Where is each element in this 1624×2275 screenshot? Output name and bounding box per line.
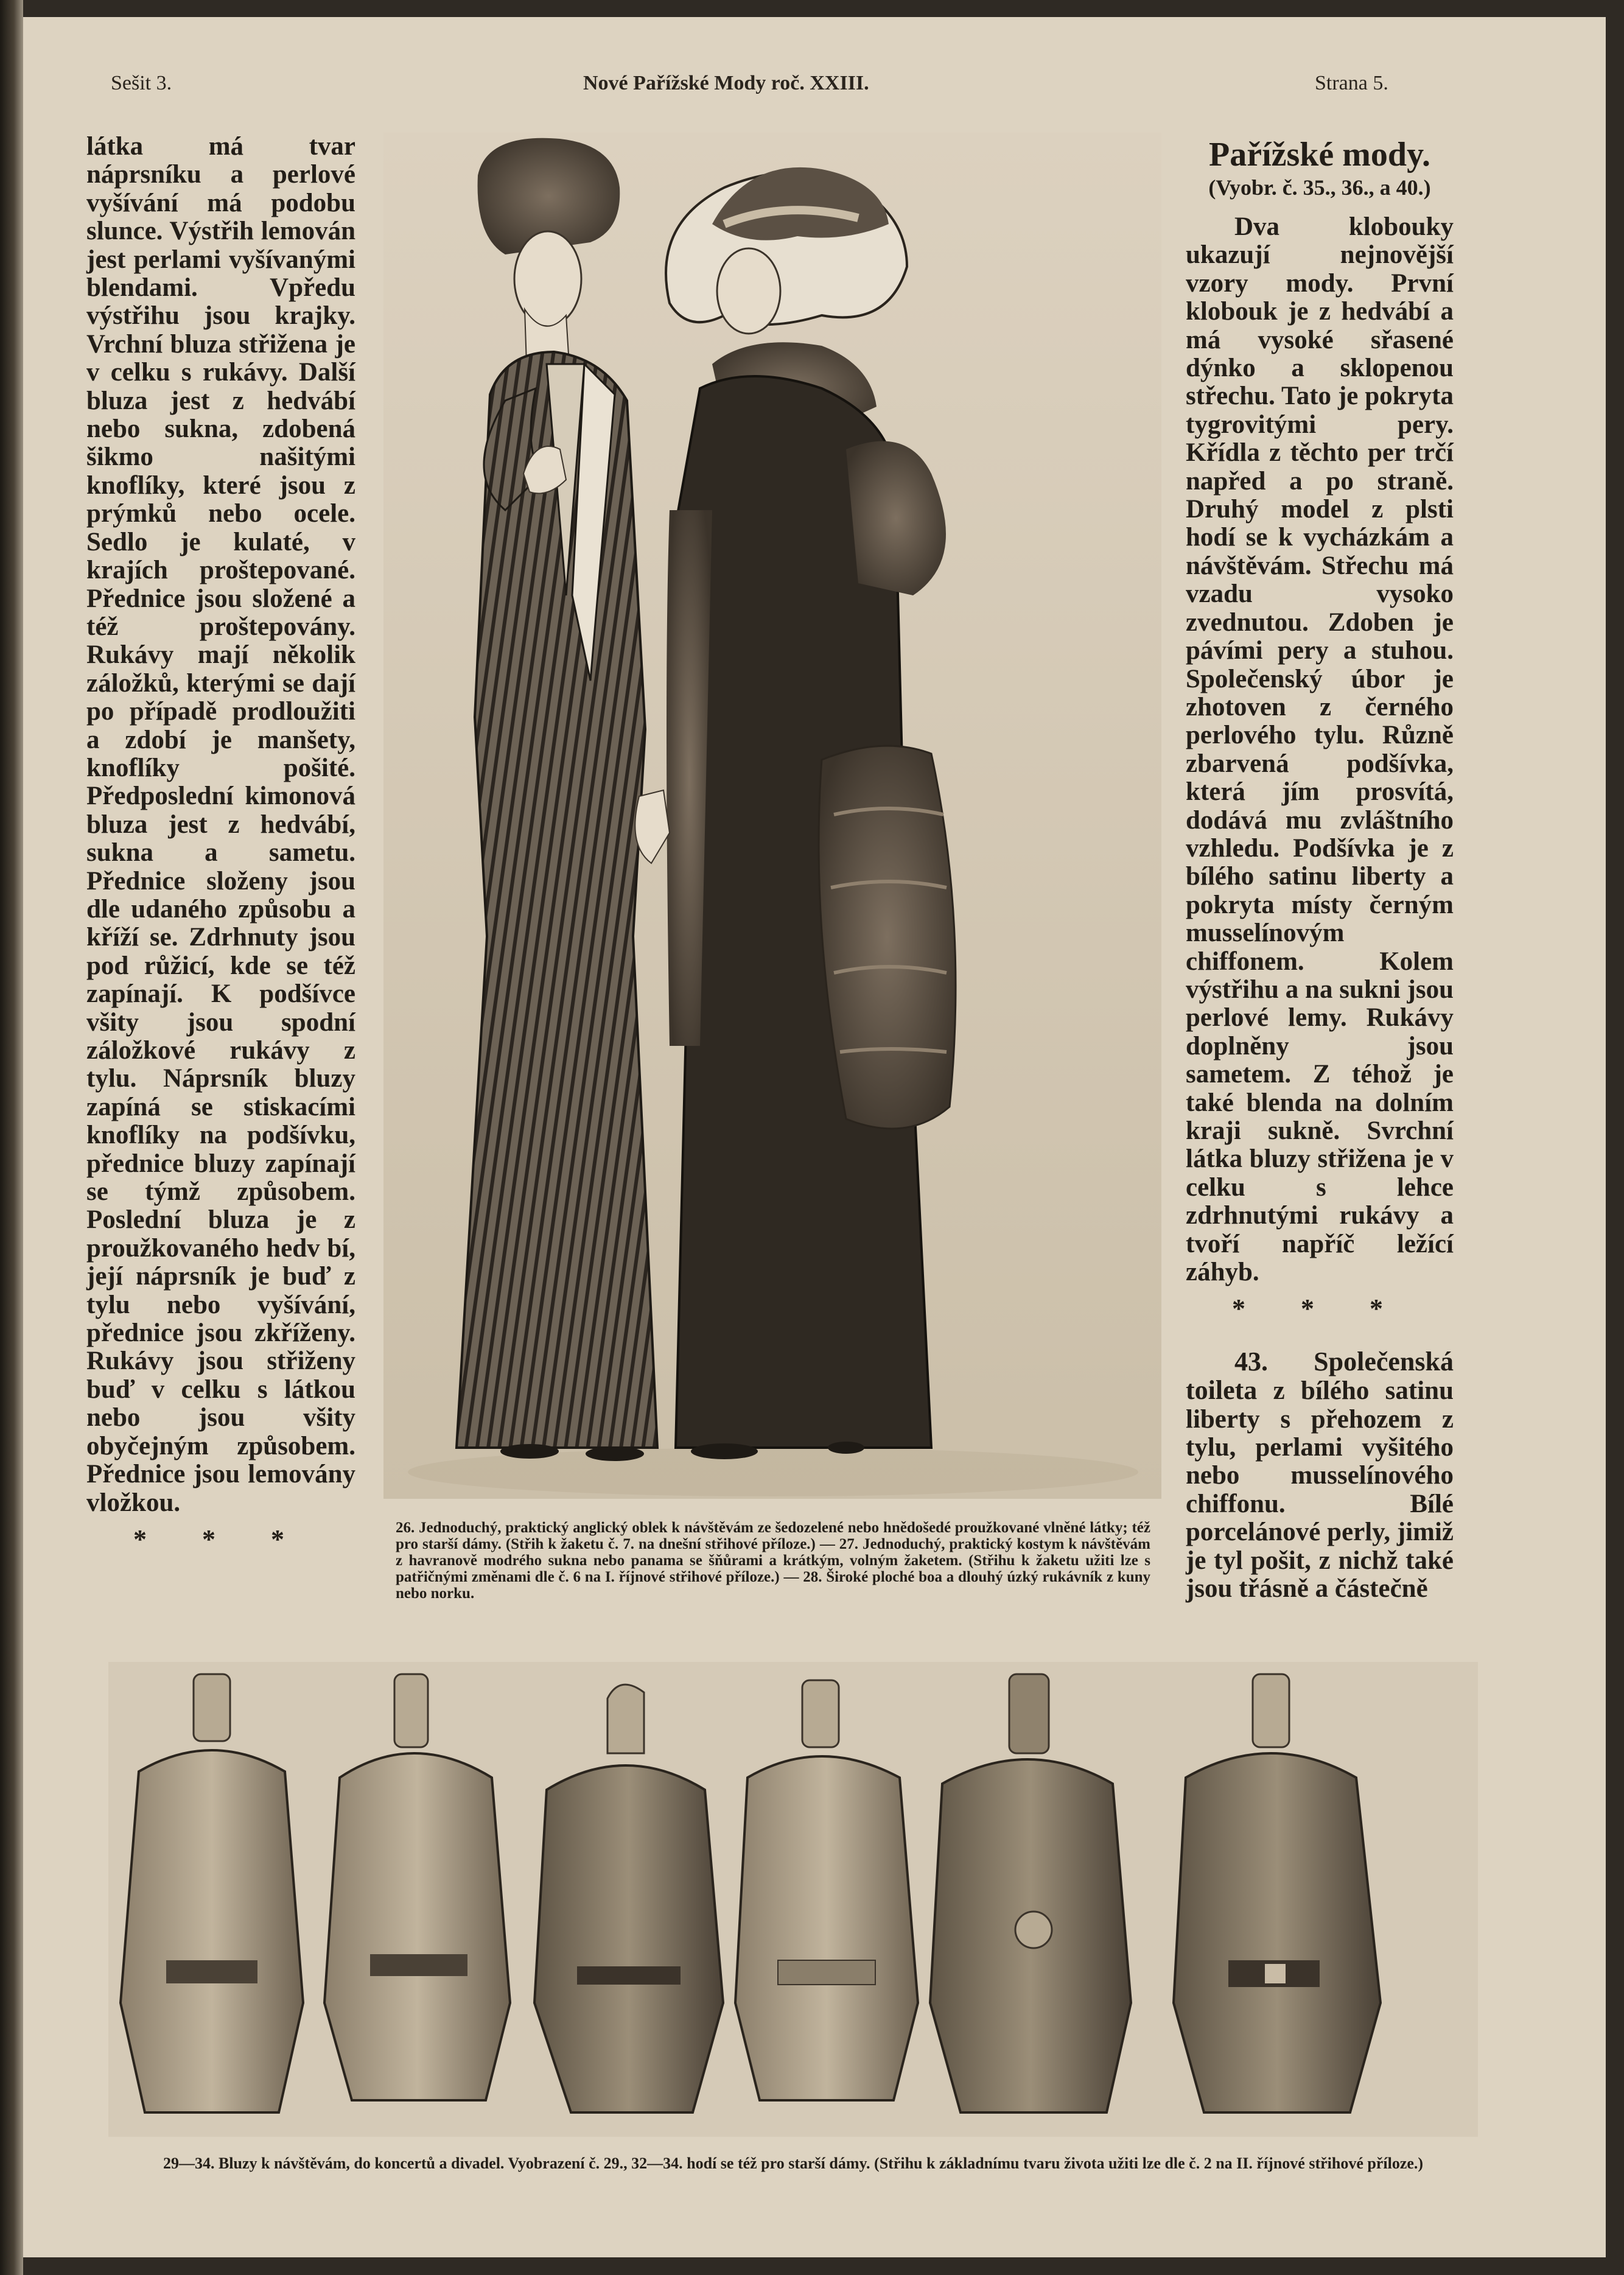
left-stars: * * * [133,1524,309,1554]
right-paragraph: Dva klobouky ukazují nejnovější vzory mody. První klobouk je z hedvábí a má vysoké sřasené dýnko a sklopenou střechu. Tato je pokryta tygrovitými pery. Křídla z těchto per trčí napřed a po straně. Druhý model z plsti hodí se k vycházkám a návštěvám. Střechu má vzadu vysoko zvednutou. Zdoben je pávími pery a stuhou. Společenský úbor je zhotoven z černého perlového tylu. Různě zbarvená podšívka, která jím prosvítá, dodává mu zvláštního vzhledu. Podšívka je z bílého satinu liberty a pokryta místy černým musselínovým chiffonem. Kolem výstřihu a na sukni jsou perlové lemy. Rukávy doplněny jsou sametem. Z téhož je také blenda na dolním kraji sukně. Svrchní látka bluzy střižena je v celku s lehce zdrhnutými rukávy a tvoří napříč ležící záhyb. [1186,212,1454,1287]
left-text-column [86,133,355,1578]
six-blouses-illustration [108,1662,1478,2137]
blouse-1 [121,1674,303,2112]
blouse-6 [1174,1674,1381,2112]
blouse-4 [735,1680,918,2100]
figure-caption-top: 26. Jednoduchý, praktický anglický oblek k návštěvám ze šedozelené nebo hnědošedé proužkované vlněné látky; též pro starší dámy. (Střih k žaketu č. 7. na dnešní střihové příloze.) — 27. Jednoduchý, praktický kostym k návštěvám z havranově modrého sukna nebo panama se šňůrami a krátkým, volným žaketem. (Střihu k žaketu užiti lze s patřičnými změnami dle č. 6 na I. říjnové střihové příloze.) — 28. Široké ploché boa a dlouhý úzký rukávník z kuny nebo norku. [396,1520,1150,1602]
book-spine [0,0,23,2275]
figure-caption-bottom: 29—34. Bluzy k návštěvám, do koncertů a divadel. Vyobrazení č. 29., 32—34. hodí se též pro starší dámy. (Střihu k základnímu tvaru života užiti lze dle č. 2 na II. říjnové střihové příloze.) [163,2154,1424,2172]
right-stars: * * * [1232,1294,1407,1324]
blouse-2 [324,1674,510,2100]
right-text-column [1186,135,1454,1604]
blouse-3 [534,1684,723,2112]
section-subtitle: (Vyobr. č. 35., 36., a 40.) [1208,175,1431,200]
section-title: Pařížské mody. [1209,136,1430,174]
section-heading-43: 43. Společenská toileta [1186,1346,1454,1406]
header-page-number: Strana 5. [1315,72,1388,94]
blouse-5 [930,1674,1131,2112]
header-issue: Sešit 3. [111,72,172,94]
two-women-illustration [383,133,1161,1499]
header-title: Nové Pařížské Mody roč. XXIII. [583,72,869,94]
fashion-illustration-top [383,133,1161,1499]
section-text-43: z bílého satinu liberty s přehozem z tylu, perlami vyšitého nebo musselínového chiffonu. Bílé porcelánové perly, jimiž je tyl pošit, z nichž také jsou třásně a částečně [1186,1376,1454,1604]
left-paragraph: látka má tvar náprsníku a perlové vyšívání má podobu slunce. Výstřih lemován jest perlami vyšívanými blendami. Vpředu výstřihu jsou krajky. Vrchní bluza střižena je v celku s rukávy. Další bluza jest z hedvábí nebo sukna, zdobená šikmo našitými knoflíky, které jsou z prýmků nebo ocele. Sedlo je kulaté, v krajích proštepované. Přednice jsou složené a též proštepovány. Rukávy mají několik záložků, kterými se dají po případě prodloužiti a zdobí je manšety, knoflíky pošité. Předposlední kimonová bluza jest z hedvábí, sukna a sametu. Přednice složeny jsou dle udaného způsobu a kříží se. Zdrhnuty jsou pod růžicí, kde se též zapínají. K podšívce všity jsou spodní záložkové rukávy z tylu. Náprsník bluzy zapíná se stiskacími knoflíky na podšívku, přednice bluzy zapínají se týmž způsobem. Poslední bluza je z proužkovaného hedv bí, její náprsník je buď z tylu nebo vyšívání, přednice jsou zkříženy. Rukávy jsou střiženy buď v celku s látkou nebo jsou všity obyčejným způsobem. Přednice jsou lemovány vložkou. [86,132,355,1517]
blouse-illustration-bottom [108,1662,1478,2137]
